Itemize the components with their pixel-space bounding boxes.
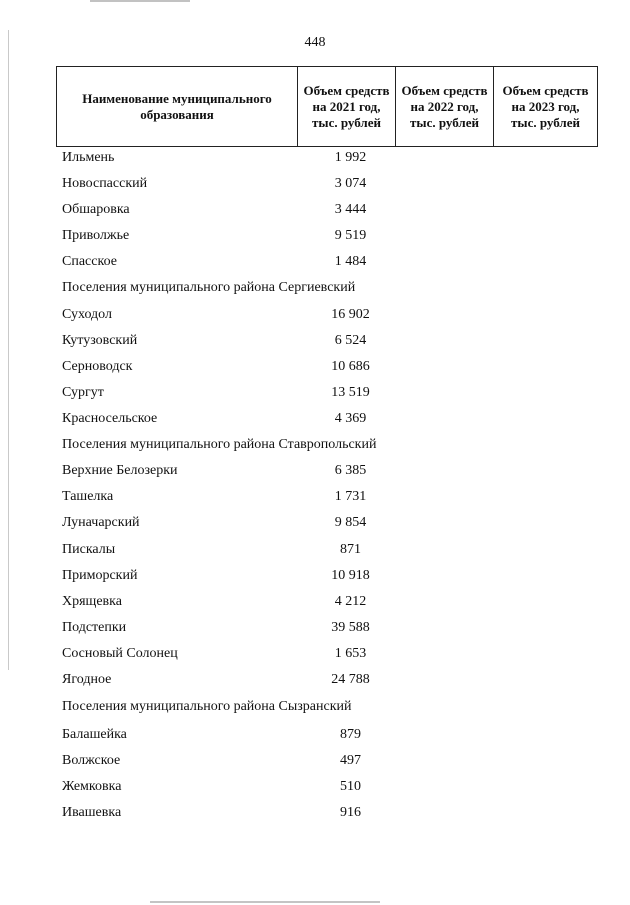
- volume-2021: 13 519: [331, 385, 370, 400]
- table-row: [62, 174, 602, 194]
- volume-2021: 9 854: [334, 515, 367, 530]
- scan-edge-top: [90, 0, 190, 2]
- table-header: [56, 66, 598, 147]
- table-row: [62, 252, 602, 272]
- table-row: [62, 725, 602, 745]
- municipality-name: Приволжье: [62, 228, 130, 243]
- volume-2021: 916: [340, 805, 361, 820]
- table-row: [62, 226, 602, 246]
- municipality-name: Хрящевка: [62, 594, 122, 609]
- volume-2021: 6 524: [334, 333, 367, 348]
- municipality-name: Жемковка: [62, 779, 122, 794]
- header-municipality-name: Наименование муниципального образования: [57, 67, 298, 147]
- volume-2021: 1 992: [334, 150, 367, 165]
- table-row: [62, 644, 602, 664]
- volume-2021: 497: [340, 753, 361, 768]
- municipality-name: Пискалы: [62, 542, 116, 557]
- municipality-name: Серноводск: [62, 359, 133, 374]
- volume-2021: 39 588: [331, 620, 370, 635]
- municipality-name: Ивашевка: [62, 805, 122, 820]
- table-row: [62, 487, 602, 507]
- volume-2021: 4 212: [334, 594, 367, 609]
- volume-2021: 24 788: [331, 672, 370, 687]
- header-volume-2023: Объем средств на 2023 год, тыс. рублей: [494, 67, 598, 147]
- table-row: [62, 803, 602, 823]
- table-row: [62, 305, 602, 325]
- scan-edge-left: [8, 30, 9, 670]
- section-heading-syzransky: Поселения муниципального района Сызранский: [62, 699, 352, 714]
- municipality-name: Ильмень: [62, 150, 115, 165]
- municipality-name: Верхние Белозерки: [62, 463, 178, 478]
- table-row: [62, 670, 602, 690]
- table-row: [62, 592, 602, 612]
- volume-2021: 510: [340, 779, 361, 794]
- section-heading-sergievsky: Поселения муниципального района Сергиевский: [62, 280, 356, 295]
- table-row: [62, 461, 602, 481]
- volume-2021: 1 731: [334, 489, 367, 504]
- volume-2021: 16 902: [331, 307, 370, 322]
- table-row: [62, 331, 602, 351]
- municipality-name: Кутузовский: [62, 333, 138, 348]
- municipality-name: Спасское: [62, 254, 117, 269]
- volume-2021: 879: [340, 727, 361, 742]
- table-row: [62, 513, 602, 533]
- municipality-name: Приморский: [62, 568, 138, 583]
- municipality-name: Сургут: [62, 385, 104, 400]
- page-number: 448: [304, 35, 326, 50]
- volume-2021: 871: [340, 542, 361, 557]
- municipality-name: Волжское: [62, 753, 121, 768]
- municipality-name: Ташелка: [62, 489, 114, 504]
- volume-2021: 1 653: [334, 646, 367, 661]
- section-heading-stavropolsky: Поселения муниципального района Ставропольский: [62, 437, 377, 452]
- volume-2021: 1 484: [334, 254, 367, 269]
- table-row: [62, 618, 602, 638]
- volume-2021: 3 444: [334, 202, 367, 217]
- municipality-name: Луначарский: [62, 515, 140, 530]
- table-row: [62, 200, 602, 220]
- municipality-name: Новоспасский: [62, 176, 148, 191]
- header-volume-2021: Объем средств на 2021 год, тыс. рублей: [298, 67, 396, 147]
- municipality-name: Красносельское: [62, 411, 158, 426]
- table-row: [62, 383, 602, 403]
- municipality-name: Ягодное: [62, 672, 112, 687]
- table-row: [62, 540, 602, 560]
- table-row: [62, 409, 602, 429]
- scan-edge-bottom: [150, 901, 380, 903]
- volume-2021: 3 074: [334, 176, 367, 191]
- municipality-name: Сосновый Солонец: [62, 646, 178, 661]
- table-row: [62, 566, 602, 586]
- municipality-name: Суходол: [62, 307, 112, 322]
- volume-2021: 10 918: [331, 568, 370, 583]
- volume-2021: 9 519: [334, 228, 367, 243]
- volume-2021: 4 369: [334, 411, 367, 426]
- municipality-name: Балашейка: [62, 727, 127, 742]
- table-row: [62, 751, 602, 771]
- volume-2021: 6 385: [334, 463, 367, 478]
- header-volume-2022: Объем средств на 2022 год, тыс. рублей: [396, 67, 494, 147]
- table-row: [62, 777, 602, 797]
- table-row: [62, 148, 602, 168]
- table-row: [62, 357, 602, 377]
- municipality-name: Подстепки: [62, 620, 127, 635]
- municipality-name: Обшаровка: [62, 202, 130, 217]
- volume-2021: 10 686: [331, 359, 370, 374]
